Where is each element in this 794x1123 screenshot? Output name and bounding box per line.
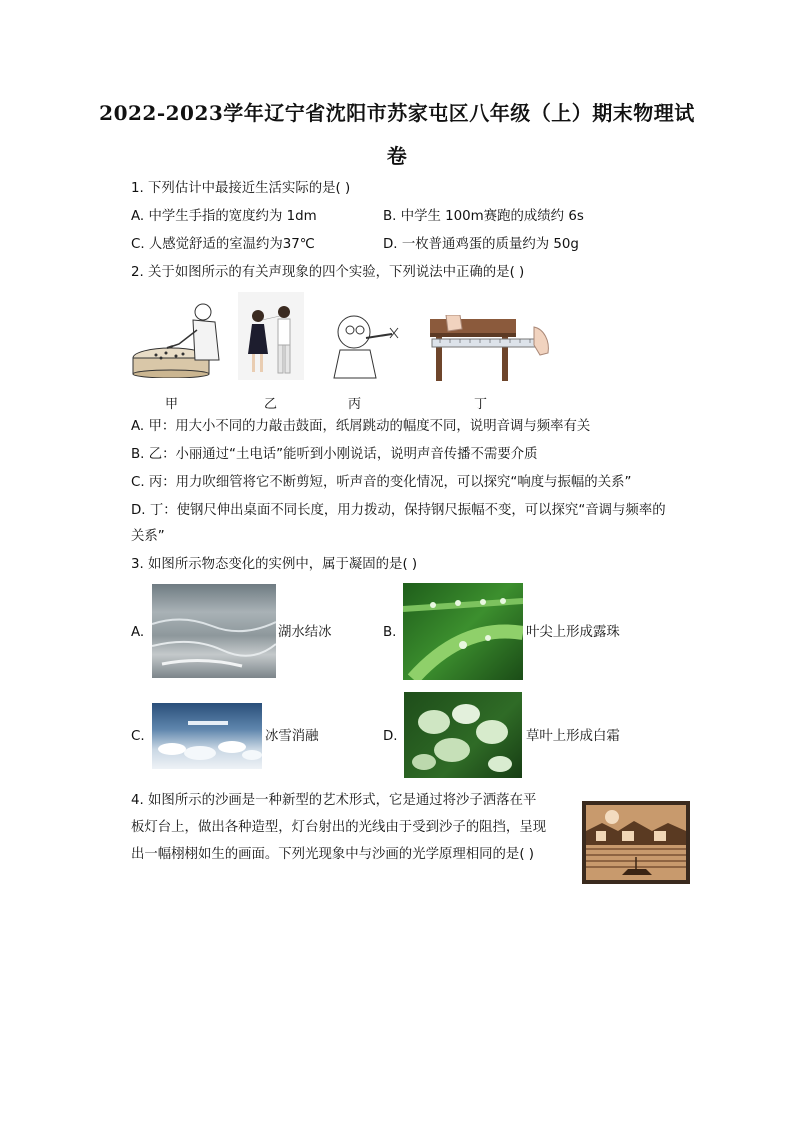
sand-painting-photo — [582, 801, 690, 884]
question-4-line-1: 4. 如图所示的沙画是一种新型的艺术形式，它是通过将沙子洒落在平 — [131, 793, 537, 808]
figure-label-ding: 丁 — [474, 397, 488, 412]
string-telephone-figure — [238, 292, 304, 380]
figure-label-yi: 乙 — [264, 397, 278, 412]
page-title: 2022-2023学年辽宁省沈阳市苏家屯区八年级（上）期末物理试 — [99, 101, 695, 125]
question-1-option-b: B. 中学生 100m赛跑的成绩约 6s — [383, 209, 584, 224]
question-2-stem: 2. 关于如图所示的有关声现象的四个实验，下列说法中正确的是( ) — [131, 265, 525, 280]
question-2-option-a: A. 甲：用大小不同的力敲击鼓面，纸屑跳动的幅度不同，说明音调与频率有关 — [131, 419, 591, 434]
question-3-option-c-letter: C. — [131, 729, 145, 744]
dew-drops-photo — [403, 583, 523, 680]
figure-label-bing: 丙 — [348, 397, 362, 412]
question-2-option-d: D. 丁：使钢尺伸出桌面不同长度，用力拨动，保持钢尺振幅不变，可以探究“音调与频率的 — [131, 503, 666, 518]
page-title-continued: 卷 — [386, 144, 408, 168]
question-1-option-a: A. 中学生手指的宽度约为 1dm — [131, 209, 317, 224]
question-1-option-c: C. 人感觉舒适的室温约为37℃ — [131, 237, 315, 252]
question-3-option-b-caption: 叶尖上形成露珠 — [526, 625, 620, 640]
question-3-option-a-caption: 湖水结冰 — [278, 625, 332, 640]
question-3-option-a-letter: A. — [131, 625, 145, 640]
melting-snow-photo — [152, 703, 262, 769]
question-3-stem: 3. 如图所示物态变化的实例中，属于凝固的是( ) — [131, 557, 418, 572]
drum-experiment-figure — [131, 300, 223, 378]
question-2-option-b: B. 乙：小丽通过“土电话”能听到小刚说话，说明声音传播不需要介质 — [131, 447, 538, 462]
question-2-option-d-continued: 关系” — [131, 529, 165, 544]
question-1-stem: 1. 下列估计中最接近生活实际的是( ) — [131, 181, 351, 196]
question-3-option-b-letter: B. — [383, 625, 397, 640]
question-4-line-3: 出一幅栩栩如生的画面。下列光现象中与沙画的光学原理相同的是( ) — [131, 847, 535, 862]
figure-label-jia: 甲 — [165, 397, 179, 412]
question-2-option-c: C. 丙：用力吹细管将它不断剪短，听声音的变化情况，可以探究“响度与振幅的关系” — [131, 475, 632, 490]
question-3-option-d-caption: 草叶上形成白霜 — [526, 729, 620, 744]
question-4-line-2: 板灯台上，做出各种造型，灯台射出的光线由于受到沙子的阻挡，呈现 — [131, 820, 547, 835]
question-3-option-d-letter: D. — [383, 729, 398, 744]
question-3-option-c-caption: 冰雪消融 — [265, 729, 319, 744]
ruler-table-figure — [430, 315, 558, 381]
straw-blowing-figure — [330, 310, 402, 380]
frozen-lake-photo — [152, 584, 276, 678]
frost-leaves-photo — [404, 692, 522, 778]
question-1-option-d: D. 一枚普通鸡蛋的质量约为 50g — [383, 237, 579, 252]
